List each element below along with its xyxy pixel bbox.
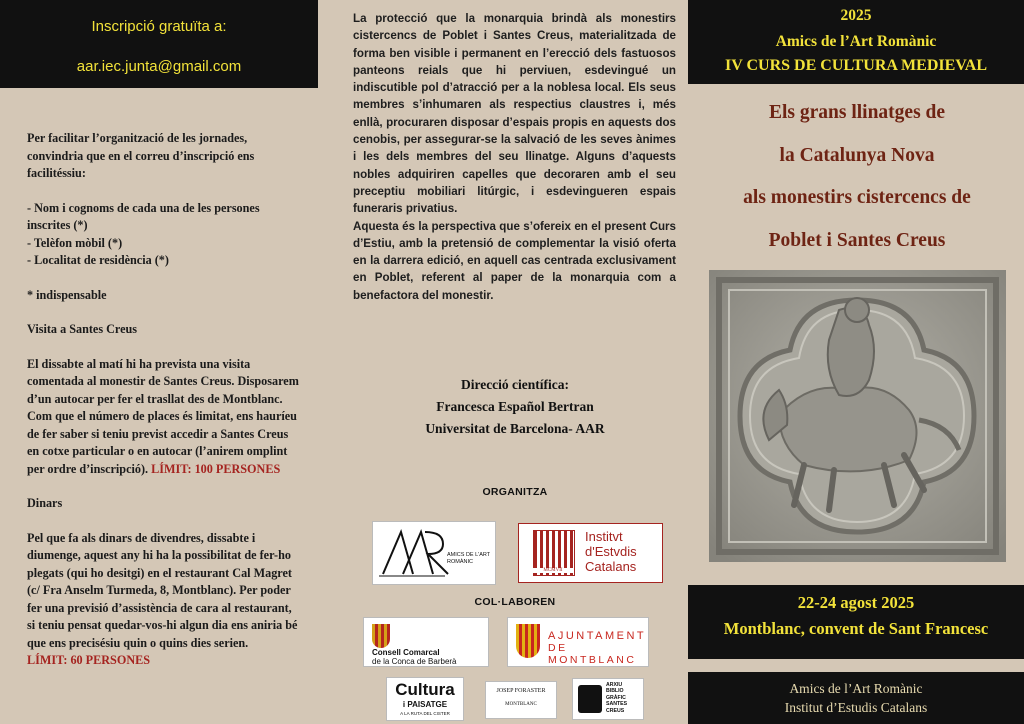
footer-institute: Institut d’Estudis Catalans — [784, 700, 928, 715]
list-item: - Nom i cognoms de cada una de les persones inscrites (*) — [27, 200, 260, 232]
title-line: la Catalunya Nova — [779, 145, 935, 166]
dinars-limit: LÍMIT: 60 PERSONES — [27, 653, 151, 667]
cultura-subtitle: i PAISATGE — [402, 700, 448, 709]
intro-text: Per facilitar l’organització de les jornades, convindria que en el correu d’inscripció ens facilitéssiu: — [27, 131, 255, 180]
visita-limit: LÍMIT: 100 PERSONES — [151, 461, 281, 476]
ajuntament-logo — [507, 617, 649, 667]
stone-relief-image — [709, 270, 1006, 562]
cultura-title: Cultura — [395, 680, 455, 699]
shield-icon — [372, 624, 390, 648]
direction-label: Direcció científica: — [460, 377, 570, 392]
consell-logo-text: Consell Comarcal de la Conca de Barberà — [372, 648, 457, 666]
registration-box — [0, 0, 318, 88]
registration-email[interactable]: aar.iec.junta@gmail.com — [76, 58, 242, 75]
list-item: - Telèfon mòbil (*) — [27, 235, 123, 250]
consell-logo — [363, 617, 489, 667]
cultura-tagline: A LA RUTA DEL CISTER — [400, 711, 450, 716]
registration-info — [27, 130, 302, 670]
dinars-text: Pel que fa als dinars de divendres, dissabte i diumenge, aquest any hi ha la possibilitat de fer-ho plegats (qui ho desitgi) en el restaurant Cal Magret (c/ Fra Anselm Turmeda, 8, Montblanc). Per poder fer una previsió d’assistència de cara al restaurant, si teniu pensat quedar-vos-hi algun dia ens aniria bé que ens precisésiu quin o quins dies serien. — [27, 530, 298, 650]
foraster-logo — [485, 681, 557, 719]
arxiu-logo-text: ARXIU BIBLIO GRÀFIC SANTES CREUS — [606, 682, 628, 714]
course-org: Amics de l’Art Romànic — [775, 33, 937, 50]
visita-text: El dissabte al matí hi ha prevista una visita comentada al monestir de Santes Creus. Disposarem d’un autocar per fer el trasllat des de Montblanc. Com que el número de places és limitat, ens hauríeu de fer saber si teniu previst accedir a Santes Creus en cotxe particular o en autocar (l’anirem omplint per ordre d’inscripció). LÍMIT: 100 PERSONES — [27, 356, 299, 476]
director-university: Universitat de Barcelona- AAR — [425, 421, 605, 436]
course-year: 2025 — [840, 7, 872, 24]
visita-title: Visita a Santes Creus — [27, 322, 138, 336]
title-line: als monestirs cistercencs de — [743, 187, 971, 208]
col-laboren-label: COL·LABOREN — [474, 596, 556, 608]
crest-icon — [578, 685, 602, 713]
indispensable-note: * indispensable — [27, 287, 107, 302]
shield-icon — [516, 624, 540, 658]
course-header — [688, 0, 1024, 84]
course-place: Montblanc, convent de Sant Francesc — [723, 619, 989, 638]
dinars-title: Dinars — [27, 496, 63, 510]
list-item: - Localitat de residència (*) — [27, 253, 169, 267]
aar-logo — [372, 521, 496, 585]
director-name: Francesca Español Bertran — [436, 399, 594, 414]
foraster-place: MONTBLANC — [505, 702, 537, 707]
description-paragraph: La protecció que la monarquia brindà als monestirs cistercencs de Poblet i Santes Creus, materialitzada de forma ben visible i permanent en l’erecció dels fastuosos panteons reials que hi perviuen, esdevingué un indiscutible pol d’atracció per a la noblesa local. Els seus membres s’inhumaren als respectius claustres i, més enllà, procuraren disposar d’espais propis en aquests dos cenobis, per assegurar-se la salvació de les seves ànimes i les dels membres del seu llinatge. Alguns d’aquests nobles adquiriren capelles que decoraren amb el seu preceptiu mobiliari litúrgic, i esdevingueren espais funeraris privatius. — [353, 12, 676, 216]
title-line: Els grans llinatges de — [768, 102, 946, 123]
foraster-name: JOSEP FORASTER — [496, 688, 546, 694]
iec-logo — [518, 523, 663, 583]
left-panel — [0, 0, 318, 724]
aar-logo-text: AMICS DE L'ART ROMÀNIC — [447, 552, 491, 565]
course-description — [353, 10, 676, 304]
date-location-box — [688, 585, 1024, 659]
scientific-direction — [360, 374, 670, 440]
course-name: IV CURS DE CULTURA MEDIEVAL — [725, 57, 987, 74]
organizers-footer — [688, 672, 1024, 724]
arxiu-logo — [572, 678, 644, 720]
course-dates: 22-24 agost 2025 — [797, 593, 915, 612]
description-paragraph: Aquesta és la perspectiva que s’ofereix en el present Curs d’Estiu, amb la pretensió de complementar la visió oferta en la darrera edició, en aquell cas centrada exclusivament en Poblet, referent al paper de la monarquia com a benefactora del monestir. — [353, 219, 676, 302]
iec-year: MCMVII — [533, 568, 573, 573]
relief-illustration — [709, 270, 1006, 562]
cultura-logo — [386, 677, 464, 721]
footer-org: Amics de l’Art Romànic — [789, 681, 923, 696]
ajuntament-logo-text: AJUNTAMENT DE MONTBLANC — [548, 630, 647, 666]
organitza-label: ORGANITZA — [482, 486, 548, 498]
title-line: Poblet i Santes Creus — [768, 230, 946, 251]
iec-logo-text: Institvt d'Estvdis Catalans — [585, 529, 637, 574]
registration-label: Inscripció gratuïta a: — [91, 18, 227, 35]
